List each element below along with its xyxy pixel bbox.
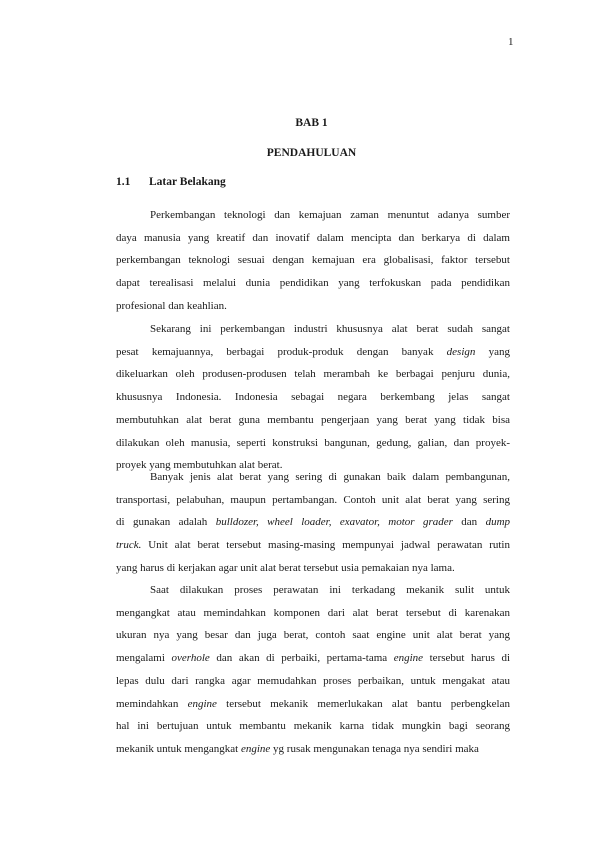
section-title: Latar Belakang <box>149 176 226 188</box>
text-line <box>116 318 510 341</box>
text-run: yang harus di kerjakan agar unit alat berat tersebut usia pemakaian nya lama. <box>116 561 455 574</box>
text-run: Perkembangan teknologi dan kemajuan zaman menuntut adanya sumber <box>150 209 510 221</box>
text-line <box>116 386 510 409</box>
italic-term: truck. <box>116 539 142 552</box>
text-line <box>116 647 510 670</box>
text-run: membutuhkan alat berat guna membantu pengerjaan yang berat yang tidak bisa <box>116 413 510 426</box>
text-run: perkembangan teknologi sesuai dengan kemajuan era globalisasi, faktor tersebut <box>116 254 510 267</box>
italic-term: engine <box>240 742 271 755</box>
text-run: tersebut mekanik memerlukakan alat bantu perbengkelan <box>216 697 510 710</box>
paragraph-4 <box>116 579 510 761</box>
paragraph-3 <box>116 466 510 580</box>
paragraph-2 <box>116 318 510 477</box>
text-run: mekanik untuk mengangkat <box>116 742 241 755</box>
text-line <box>116 602 510 625</box>
text-run: Unit alat berat tersebut masing-masing mempunyai jadwal perawatan rutin <box>141 539 510 552</box>
text-run: daya manusia yang kreatif dan inovatif dalam mencipta dan berkarya di dalam <box>116 231 510 244</box>
text-run: mengalami <box>116 652 172 665</box>
text-run: hal ini bertujuan untuk membantu mekanik karna tidak mungkin bagi seorang <box>116 720 510 733</box>
text-line <box>116 227 510 250</box>
text-run: lepas dulu dari rangka agar memudahkan proses perbaikan, untuk mengakat atau <box>116 674 510 687</box>
text-run: dikeluarkan oleh produsen-produsen telah merambah ke berbagai penjuru dunia, <box>116 368 510 381</box>
text-line <box>116 511 510 534</box>
text-run: memindahkan <box>116 697 188 710</box>
page-number: 1 <box>508 36 514 48</box>
section-number: 1.1 <box>116 176 131 188</box>
text-line <box>116 557 510 580</box>
text-line <box>116 409 510 432</box>
chapter-title: PENDAHULUAN <box>266 147 357 159</box>
text-run: transportasi, pelabuhan, maupun pertambangan. Contoh unit alat berat yang sering <box>116 493 510 506</box>
italic-term: overhole <box>171 652 210 665</box>
text-run: di gunakan adalah <box>116 516 216 529</box>
text-line <box>116 466 510 489</box>
text-run: tersebut harus di <box>423 652 510 665</box>
italic-term: bulldozer, wheel loader, exavator, motor grader <box>215 516 453 529</box>
chapter-label: BAB 1 <box>295 117 328 129</box>
text-run: proyek yang membutuhkan alat berat. <box>116 459 283 472</box>
text-line <box>116 693 510 716</box>
text-line <box>116 341 510 364</box>
text-line <box>116 534 510 557</box>
text-line <box>116 204 510 227</box>
text-line <box>116 432 510 455</box>
text-line <box>116 738 510 761</box>
text-line <box>116 363 510 386</box>
text-run: ukuran nya yang besar dan juga berat, contoh saat engine unit alat berat yang <box>116 629 510 642</box>
text-run: dilakukan oleh manusia, seperti konstruksi bangunan, gedung, galian, dan proyek- <box>116 436 510 449</box>
text-line <box>116 670 510 693</box>
text-run: yang <box>475 345 510 358</box>
section-heading <box>116 176 226 188</box>
italic-term: design <box>446 345 476 358</box>
italic-term: engine <box>393 652 424 665</box>
text-run: dan <box>452 516 486 529</box>
text-line <box>116 272 510 295</box>
text-run: khususnya Indonesia. Indonesia sebagai negara berkembang jelas sangat <box>116 391 510 404</box>
paragraph-1 <box>116 204 510 318</box>
text-line <box>116 624 510 647</box>
text-line <box>116 579 510 602</box>
text-line <box>116 715 510 738</box>
text-run: Sekarang ini perkembangan industri khususnya alat berat sudah sangat <box>150 323 510 335</box>
text-run: pesat kemajuannya, berbagai produk-produk dengan banyak <box>116 345 447 358</box>
text-run: yg rusak mengunakan tenaga nya sendiri maka <box>270 742 479 755</box>
text-line <box>116 295 510 318</box>
text-run: dan akan di perbaiki, pertama-tama <box>209 652 394 665</box>
text-run: dapat terealisasi melalui dunia pendidikan yang terfokuskan pada pendidikan <box>116 277 510 290</box>
italic-term: dump <box>485 516 511 529</box>
text-run: Saat dilakukan proses perawatan ini terkadang mekanik sulit untuk <box>150 584 510 596</box>
italic-term: engine <box>187 697 217 710</box>
text-run: mengangkat atau memindahkan komponen dari alat berat tersebut di karenakan <box>116 606 510 619</box>
text-line <box>116 249 510 272</box>
text-run: Banyak jenis alat berat yang sering di gunakan baik dalam pembangunan, <box>150 471 510 483</box>
text-run: profesional dan keahlian. <box>116 299 227 312</box>
text-line <box>116 489 510 512</box>
